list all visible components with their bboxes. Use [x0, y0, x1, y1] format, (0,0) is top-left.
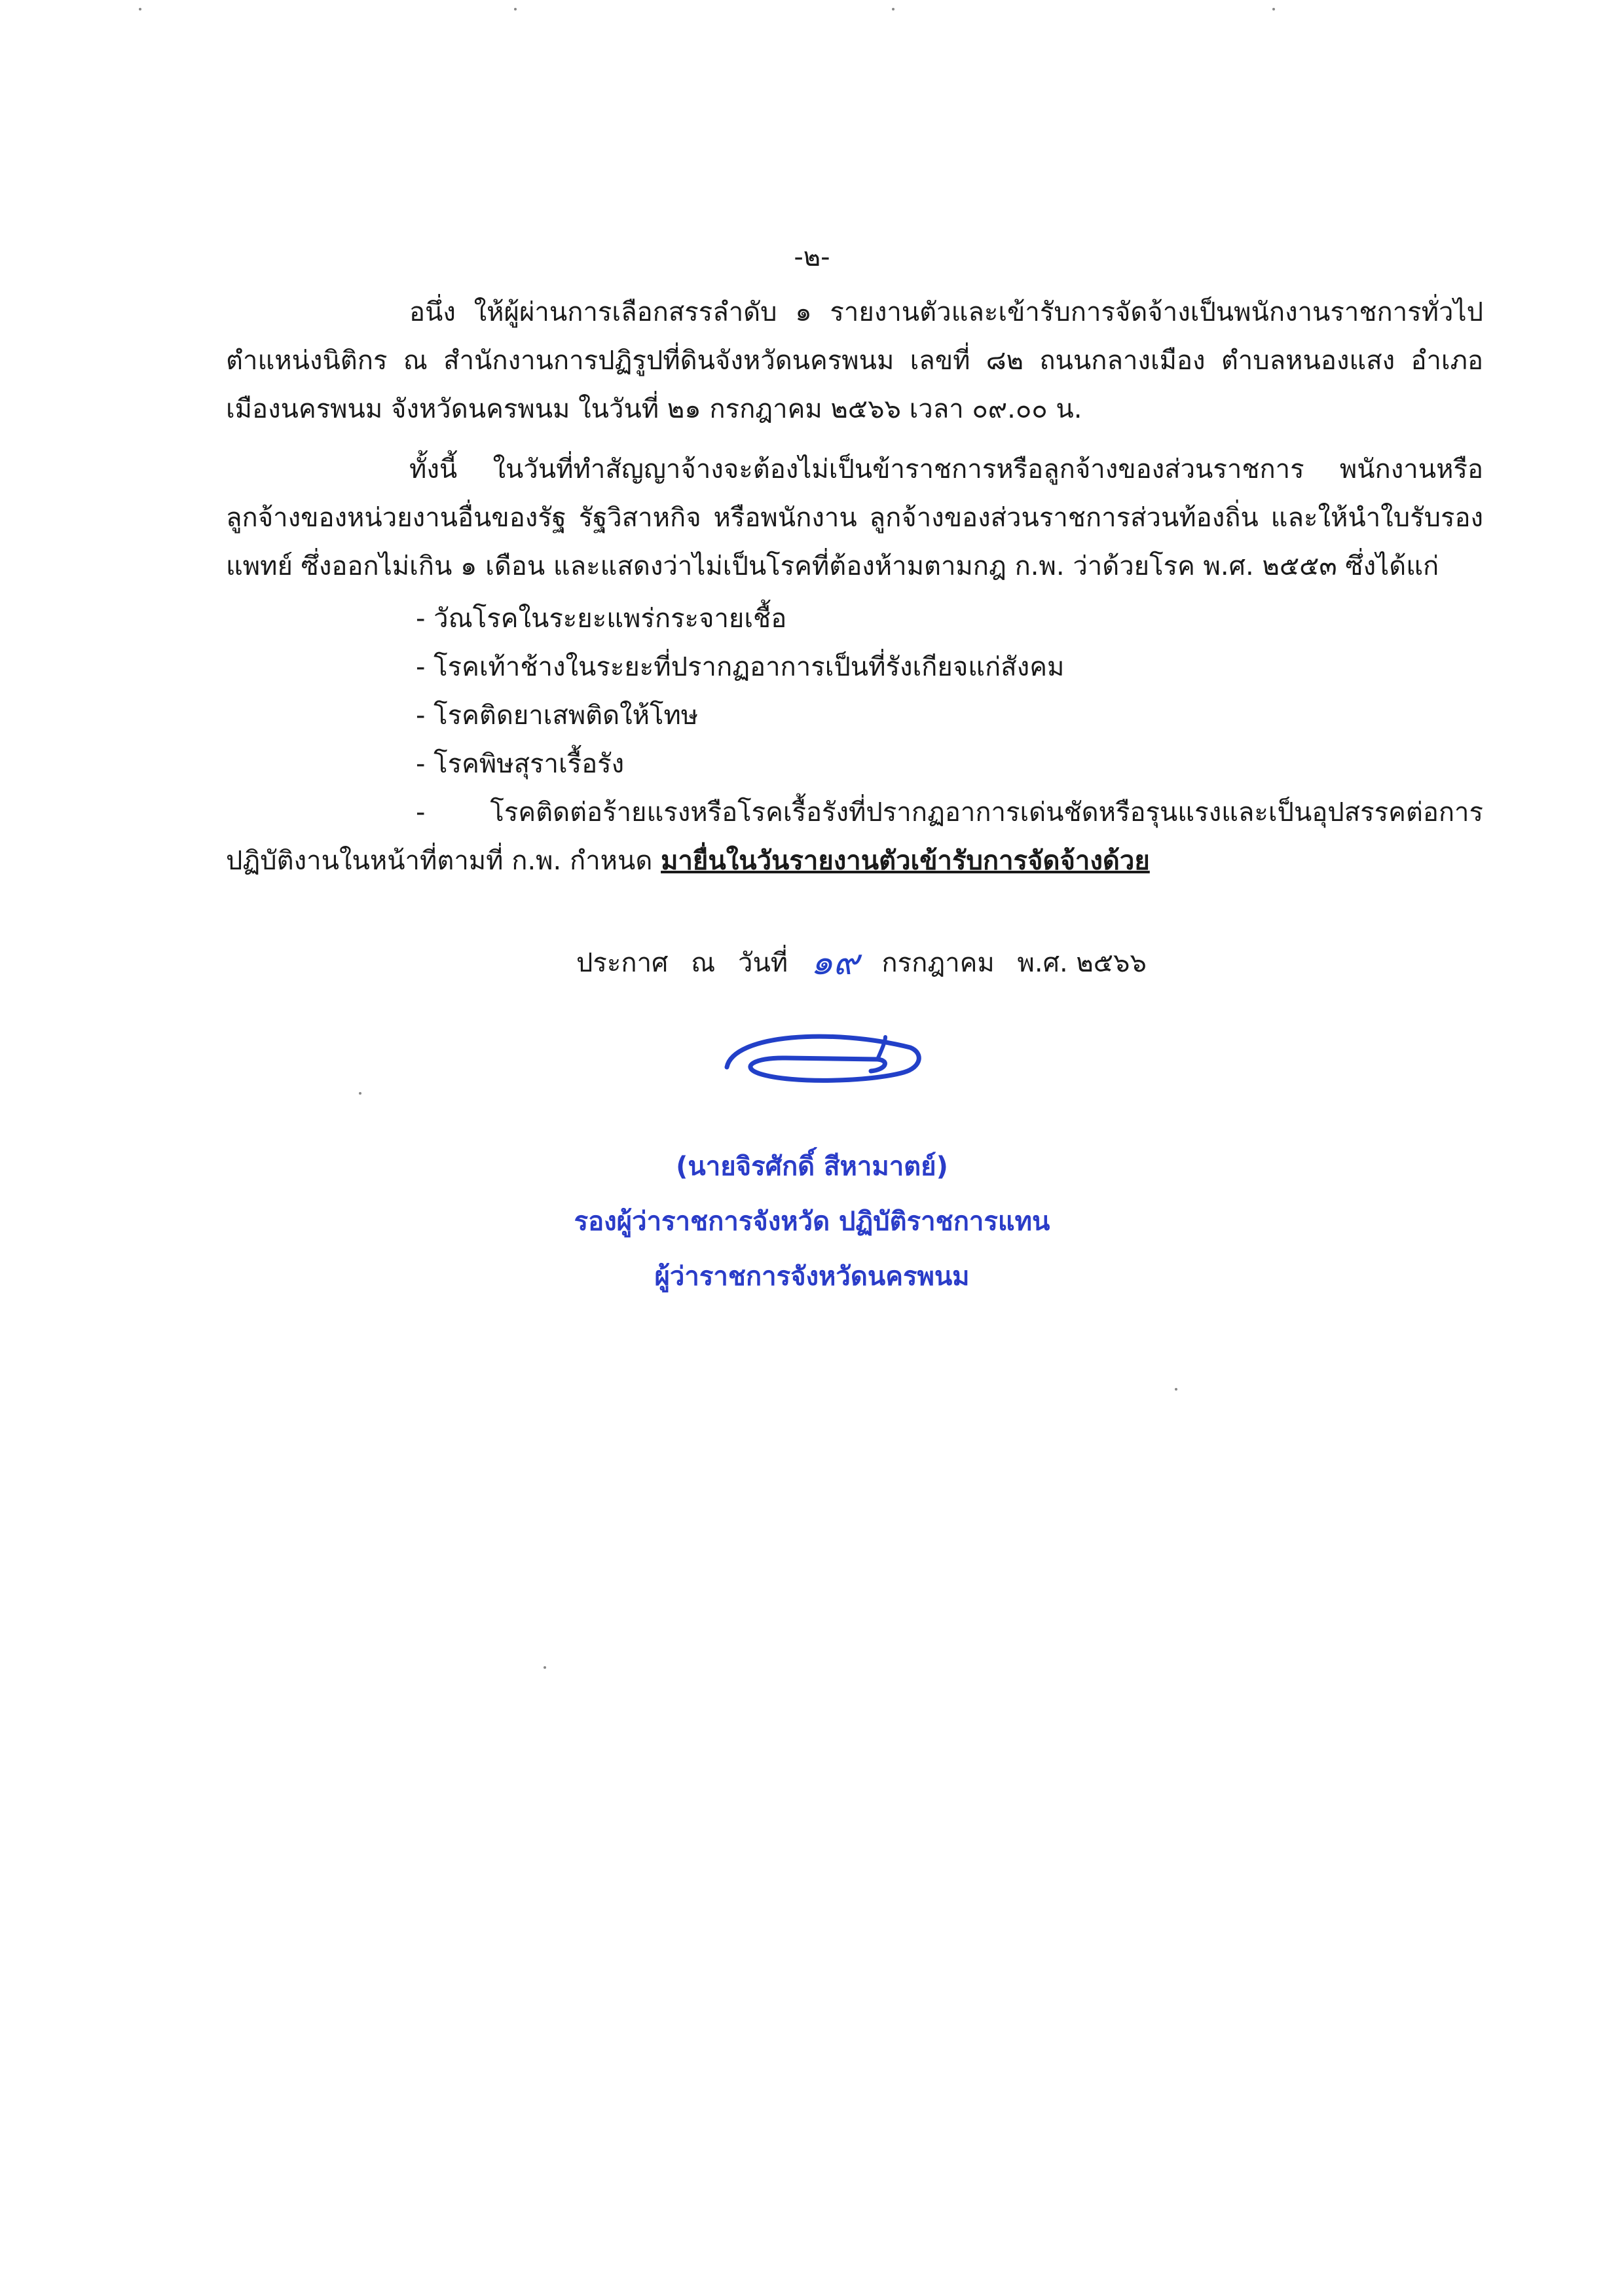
handwritten-day: ๑๙ — [810, 941, 859, 983]
signer-name: (นายจิรศักดิ์ สีหามาตย์) — [676, 1152, 948, 1182]
handwritten-signature — [714, 1021, 930, 1100]
list-item: - โรคพิษสุราเรื้อรัง — [416, 749, 625, 779]
paragraph-conditions — [226, 445, 1483, 591]
list-item-last-text: - โรคติดต่อร้ายแรงหรือโรคเรื้อรังที่ปรากฏอาการเด่นชัดหรือรุนแรงและเป็นอุปสรรคต่อการปฏิบัติงานในหน้าที่ตามที่ ก.พ. กำหนด — [226, 797, 1483, 876]
emphasis-submit-note: มายื่นในวันรายงานตัวเข้ารับการจัดจ้างด้วย — [661, 846, 1150, 876]
announcement-date-line — [576, 934, 1161, 990]
signer-block — [0, 1139, 1624, 1304]
scan-speck — [1272, 8, 1275, 10]
signer-office: ผู้ว่าราชการจังหวัดนครพนม — [654, 1262, 970, 1292]
announce-label: ประกาศ — [576, 948, 669, 978]
list-item: - โรคติดยาเสพติดให้โทษ — [416, 701, 699, 731]
document-body — [226, 288, 1483, 889]
scan-speck — [1175, 1388, 1177, 1391]
announce-day-label: วันที่ — [737, 948, 788, 978]
scan-speck — [139, 8, 141, 10]
scan-speck — [892, 8, 895, 10]
list-item-last — [226, 788, 1483, 885]
signer-position: รองผู้ว่าราชการจังหวัด ปฏิบัติราชการแทน — [574, 1207, 1050, 1237]
scan-speck — [544, 1666, 546, 1669]
announce-month: กรกฎาคม — [881, 948, 995, 978]
list-item: - โรคเท้าช้างในระยะที่ปรากฏอาการเป็นที่รังเกียจแก่สังคม — [416, 652, 1065, 682]
page-number: -๒- — [794, 242, 830, 272]
prohibited-diseases-list — [226, 594, 1483, 885]
scan-speck — [514, 8, 517, 10]
announce-year: พ.ศ. ๒๕๖๖ — [1017, 948, 1147, 978]
list-item: - วัณโรคในระยะแพร่กระจายเชื้อ — [416, 604, 787, 634]
scan-speck — [359, 1092, 361, 1095]
paragraph-report-duty — [226, 288, 1483, 433]
paragraph-report-duty-text: อนึ่ง ให้ผู้ผ่านการเลือกสรรลำดับ ๑ รายงานตัวและเข้ารับการจัดจ้างเป็นพนักงานราชการทั่วไป ตำแหน่งนิติกร ณ สำนักงานการปฏิรูปที่ดินจังหวัดนครพนม เลขที่ ๘๒ ถนนกลางเมือง ตำบลหนองแสง อำเภอเมืองนครพนม จังหวัดนครพนม ในวันที่ ๒๑ กรกฎาคม ๒๕๖๖ เวลา ๐๙.๐๐ น. — [226, 297, 1483, 424]
announce-at: ณ — [691, 948, 716, 978]
paragraph-conditions-text: ทั้งนี้ ในวันที่ทำสัญญาจ้างจะต้องไม่เป็นข้าราชการหรือลูกจ้างของส่วนราชการ พนักงานหรือลูกจ้างของหน่วยงานอื่นของรัฐ รัฐวิสาหกิจ หรือพนักงาน ลูกจ้างของส่วนราชการส่วนท้องถิ่น และให้นำใบรับรองแพทย์ ซึ่งออกไม่เกิน ๑ เดือน และแสดงว่าไม่เป็นโรคที่ต้องห้ามตามกฎ ก.พ. ว่าด้วยโรค พ.ศ. ๒๕๕๓ ซึ่งได้แก่ — [226, 454, 1483, 581]
